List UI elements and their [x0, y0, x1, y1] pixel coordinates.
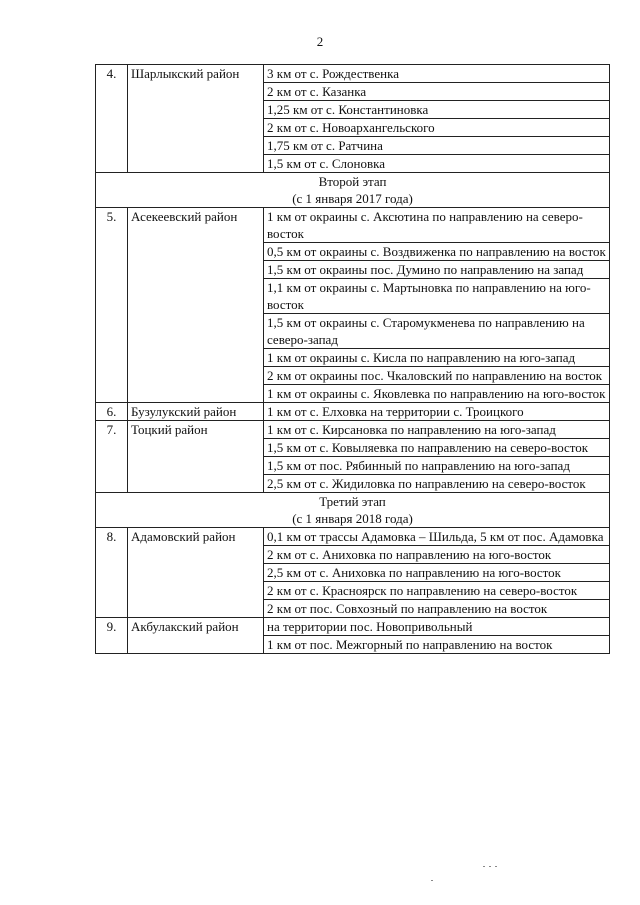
location-cell: 1 км от окраины с. Яковлевка по направлению на юго-восток [264, 385, 610, 403]
stage-title: Третий этап [319, 494, 386, 509]
table-row [96, 528, 610, 546]
stage-date: (с 1 января 2017 года) [292, 191, 413, 206]
table-row [96, 208, 610, 243]
location-cell: 2 км от с. Аниховка по направлению на юго-восток [264, 546, 610, 564]
location-cell: 1,5 км от окраины с. Старомукменева по направлению на северо-запад [264, 314, 610, 349]
document-table [95, 64, 610, 654]
district-name: Бузулукский район [128, 403, 264, 421]
district-name: Шарлыкский район [128, 65, 264, 173]
row-number: 4. [96, 65, 128, 173]
row-number: 5. [96, 208, 128, 403]
page-number: 2 [316, 34, 324, 49]
row-number: 6. [96, 403, 128, 421]
district-name: Тоцкий район [128, 421, 264, 493]
location-cell: 2 км от с. Новоархангельского [264, 119, 610, 137]
stage-header-row [96, 493, 610, 528]
location-cell: 2 км от с. Красноярск по направлению на северо-восток [264, 582, 610, 600]
location-cell: 1,5 км от с. Слоновка [264, 155, 610, 173]
table-row [96, 65, 610, 83]
stage-header [96, 493, 610, 528]
district-name: Адамовский район [128, 528, 264, 618]
stage-title: Второй этап [318, 174, 387, 189]
district-name: Акбулакский район [128, 618, 264, 654]
location-cell: 0,5 км от окраины с. Воздвиженка по направлению на восток [264, 243, 610, 261]
location-cell: 2,5 км от с. Аниховка по направлению на юго-восток [264, 564, 610, 582]
stage-header [96, 173, 610, 208]
location-cell: 1,5 км от окраины пос. Думино по направлению на запад [264, 261, 610, 279]
stage-date: (с 1 января 2018 года) [292, 511, 413, 526]
row-number: 9. [96, 618, 128, 654]
location-cell: 1 км от окраины с. Аксютина по направлению на северо-восток [264, 208, 610, 243]
location-cell: 2,5 км от с. Жидиловка по направлению на северо-восток [264, 475, 610, 493]
location-cell: 2 км от окраины пос. Чкаловский по направлению на восток [264, 367, 610, 385]
district-name: Асекеевский район [128, 208, 264, 403]
location-cell: 1 км от с. Елховка на территории с. Троицкого [264, 403, 610, 421]
location-cell: 3 км от с. Рождественка [264, 65, 610, 83]
location-cell: 1,1 км от окраины с. Мартыновка по направлению на юго-восток [264, 279, 610, 314]
table-row [96, 618, 610, 636]
location-cell: 1 км от с. Кирсановка по направлению на юго-запад [264, 421, 610, 439]
location-cell: 1 км от пос. Межгорный по направлению на восток [264, 636, 610, 654]
location-cell: 2 км от с. Казанка [264, 83, 610, 101]
location-cell: 1,25 км от с. Константиновка [264, 101, 610, 119]
location-cell: на территории пос. Новопривольный [264, 618, 610, 636]
location-cell: 1,75 км от с. Ратчина [264, 137, 610, 155]
stage-header-row [96, 173, 610, 208]
table-row [96, 421, 610, 439]
location-cell: 1 км от окраины с. Кисла по направлению на юго-запад [264, 349, 610, 367]
table-row [96, 403, 610, 421]
location-cell: 2 км от пос. Совхозный по направлению на восток [264, 600, 610, 618]
location-cell: 1,5 км от с. Ковыляевка по направлению на северо-восток [264, 439, 610, 457]
location-cell: 1,5 км от пос. Рябинный по направлению на юго-запад [264, 457, 610, 475]
location-cell: 0,1 км от трассы Адамовка – Шильда, 5 км от пос. Адамовка [264, 528, 610, 546]
scan-marks [425, 866, 505, 896]
row-number: 7. [96, 421, 128, 493]
row-number: 8. [96, 528, 128, 618]
